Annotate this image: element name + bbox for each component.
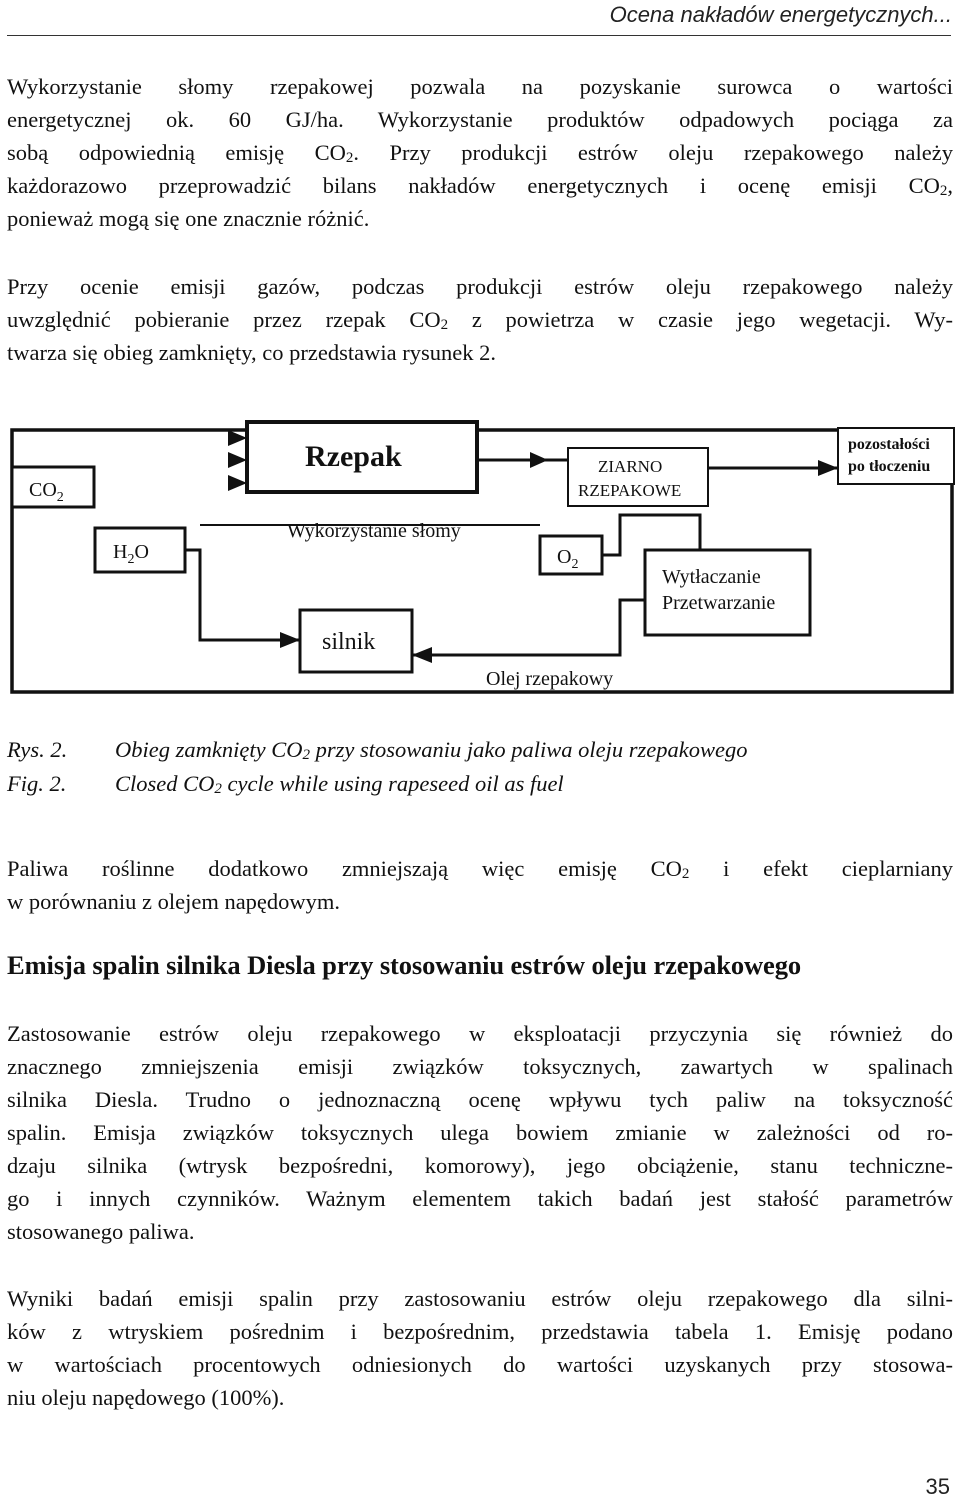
p4-line-1: Zastosowanie estrów oleju rzepakowego w eksploatacji przyczynia się również do <box>7 1021 953 1046</box>
p4-line-7: stosowanego paliwa. <box>7 1219 195 1244</box>
p5-line-4: niu oleju napędowego (100%). <box>7 1385 285 1410</box>
ziarno-label-2: RZEPAKOWE <box>578 481 682 500</box>
p5-line-2: ków z wtryskiem pośrednim i bezpośrednim, przedstawia tabela 1. Emisję podano <box>7 1319 953 1344</box>
paragraph-4 <box>7 1017 953 1248</box>
section-heading: Emisja spalin silnika Diesla przy stosowaniu estrów oleju rzepakowego <box>7 950 802 980</box>
caption-pl: Rys. 2. Obieg zamknięty $CO_2$ przy stosowaniu jako paliwa oleju rzepakowego <box>7 737 748 763</box>
page-number: 35 <box>925 1474 950 1499</box>
header-rule <box>7 35 951 36</box>
p1-line-3: sobą odpowiednią emisję $CO_2$. Przy produkcji estrów oleju rzepakowego należy <box>7 140 953 166</box>
olej-line <box>412 600 645 655</box>
p5-line-3: w wartościach procentowych odniesionych do wartości uzyskanych przy stosowa- <box>7 1352 953 1377</box>
paragraph-3 <box>7 852 953 918</box>
p1-line-5: ponieważ mogą się one znacznie różnić. <box>7 206 370 231</box>
p1-line-1: Wykorzystanie słomy rzepakowej pozwala na pozyskanie surowca o wartości <box>7 74 953 99</box>
arrow-into-rzepak-2 <box>228 452 247 468</box>
arrow-to-silnik-1 <box>280 632 300 648</box>
ziarno-label-1: ZIARNO <box>598 457 663 476</box>
p4-line-2: znacznego zmniejszenia emisji związków toksycznych, zawartych w spalinach <box>7 1054 953 1079</box>
paragraph-2 <box>7 270 953 369</box>
co2-cycle-diagram <box>0 400 960 700</box>
running-head-title: Ocena nakładów energetycznych... <box>609 2 952 27</box>
p2-line-1: Przy ocenie emisji gazów, podczas produkcji estrów oleju rzepakowego należy <box>7 274 953 299</box>
p4-line-4: spalin. Emisja związków toksycznych ulega bowiem zmianie w zależności od ro- <box>7 1120 953 1145</box>
h2o-to-silnik-line <box>185 550 300 640</box>
p4-line-6: go i innych czynników. Ważnym elementem takich badań jest stałość parametrów <box>7 1186 953 1211</box>
olej-label: Olej rzepakowy <box>486 668 614 690</box>
p1-line-4: każdorazowo przeprowadzić bilans nakładów energetycznych i ocenę emisji $CO_2$, <box>7 173 953 199</box>
rzepak-label: Rzepak <box>305 440 402 473</box>
p3-line-2: w porównaniu z olejem napędowym. <box>7 889 341 914</box>
arrow-into-rzepak-3 <box>228 475 247 491</box>
caption-en: Fig. 2. Closed $CO_2$ cycle while using rapeseed oil as fuel <box>7 771 564 797</box>
wytlaczanie-label-2: Przetwarzanie <box>662 592 776 614</box>
p2-line-2: uwzględnić pobieranie przez rzepak $CO_2$ z powietrza w czasie jego wegetacji. Wy- <box>7 307 953 333</box>
arrow-to-silnik-2 <box>412 647 432 663</box>
pozostalosci-label-1: pozostałości <box>848 436 930 453</box>
wykorzystanie-label: Wykorzystanie słomy <box>287 520 461 542</box>
p4-line-5: dzaju silnika (wtrysk bezpośredni, komorowy), jego obciążenie, stanu techniczne- <box>7 1153 953 1178</box>
co2-label: $CO_2$ <box>29 479 64 505</box>
pozostalosci-label-2: po tłoczeniu <box>848 458 931 475</box>
p2-line-3: twarza się obieg zamknięty, co przedstawia rysunek 2. <box>7 340 496 365</box>
arrow-into-rzepak-1 <box>228 430 247 446</box>
p3-line-1: Paliwa roślinne dodatkowo zmniejszają więc emisję $CO_2$ i efekt cieplarniany <box>7 856 953 882</box>
paragraph-5 <box>7 1282 953 1414</box>
figure-caption <box>7 733 953 801</box>
arrow-to-pozostalosci <box>818 460 838 476</box>
o2-label: $O_2$ <box>557 546 579 572</box>
wytlaczanie-label-1: Wytłaczanie <box>662 566 761 588</box>
p1-line-2: energetycznej ok. 60 GJ/ha. Wykorzystanie produktów odpadowych pociąga za <box>7 107 953 132</box>
p4-line-3: silnika Diesla. Trudno o jednoznaczną ocenę wpływu tych paliw na toksyczność <box>7 1087 953 1112</box>
h2o-label: $H_2O$ <box>113 541 149 567</box>
silnik-label: silnik <box>322 629 376 655</box>
arrow-to-ziarno <box>530 452 548 468</box>
paragraph-1 <box>7 70 953 235</box>
p5-line-1: Wyniki badań emisji spalin przy zastosowaniu estrów oleju rzepakowego dla silni- <box>7 1286 953 1311</box>
